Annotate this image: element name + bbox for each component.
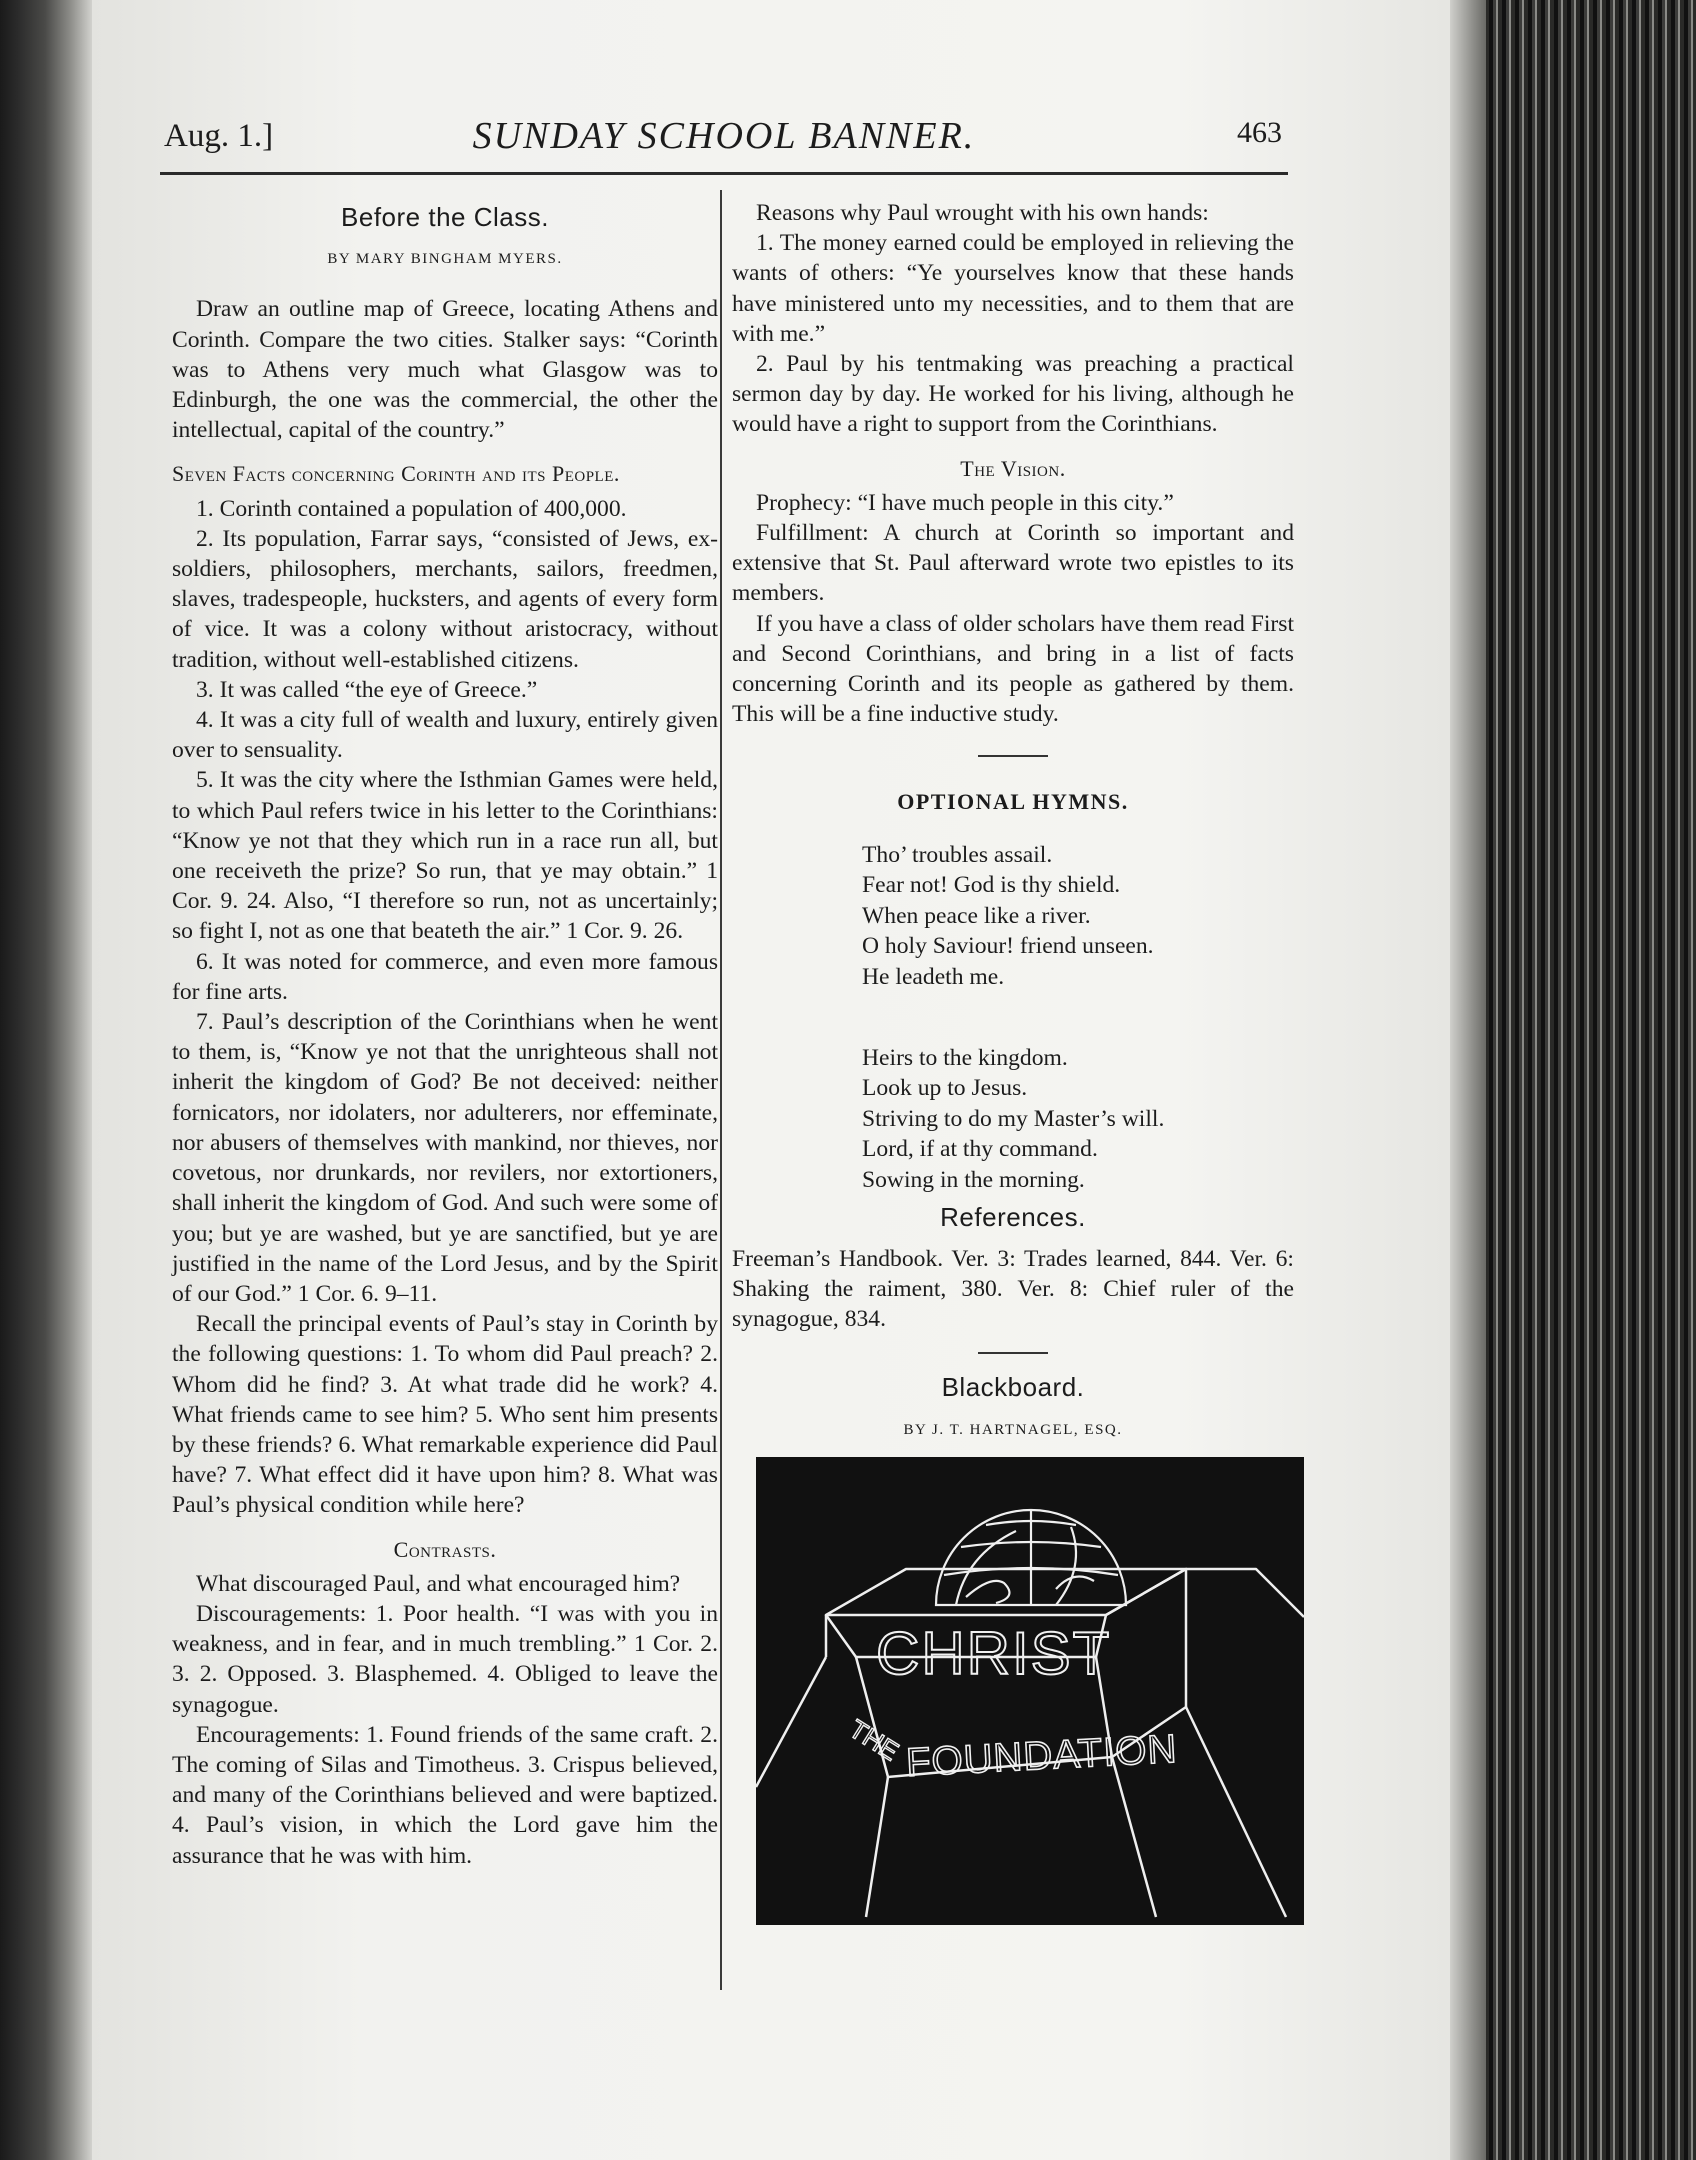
hymn-list-group-2 [862, 1043, 1294, 1196]
book-page-edges [1450, 0, 1696, 2160]
references-title: References. [940, 1201, 1086, 1232]
vision-heading: The Vision. [960, 455, 1066, 481]
blackboard-word-the: THE [844, 1713, 905, 1767]
optional-hymns-title: OPTIONAL HYMNS. [897, 789, 1129, 815]
hymn-list-group-1 [862, 840, 1294, 993]
hymn-item: Fear not! God is thy shield. [862, 872, 1121, 899]
hymn-item: Look up to Jesus. [862, 1075, 1028, 1102]
hymn-item: He leadeth me. [862, 964, 1005, 991]
blackboard-byline: BY J. T. HARTNAGEL, ESQ. [903, 1421, 1123, 1438]
references-text: Freeman’s Handbook. Ver. 3: Trades learned, 844. Ver. 6: Shaking the raiment, 380. Ver. 8: Chief ruler of the synagogue, 834. [732, 1245, 1294, 1333]
journal-title: SUNDAY SCHOOL BANNER. [472, 115, 976, 157]
reasons-intro: Reasons why Paul wrought with his own hands: [756, 200, 1209, 226]
section-title-before-the-class: Before the Class. [341, 202, 549, 232]
reason-item: 2. Paul by his tentmaking was preaching a practical sermon day by day. He worked for his living, although he would have a right to support from the Corinthians. [732, 351, 1294, 438]
blackboard-word-christ: CHRIST [876, 1619, 1112, 1687]
contrasts-question: What discouraged Paul, and what encouraged him? [196, 1570, 681, 1597]
globe-icon [936, 1510, 1126, 1605]
column-rule [720, 190, 722, 1990]
fact-item: 3. It was called “the eye of Greece.” [196, 676, 538, 703]
recall-questions: Recall the principal events of Paul’s stay in Corinth by the following questions: 1. To whom did Paul preach? 2. Whom did he find? 3. At what trade did he work? 4. What friends came to see him? 5. Who sent him presents by these friends? 6. What remarkable experience did Paul have? 7. What effect did it have upon him? 8. What was Paul’s physical condition while here? [172, 1311, 718, 1519]
reason-item: 1. The money earned could be employed in relieving the wants of others: “Ye yourselves know that these hands have ministered unto my necessities, and to them that are with me.” [732, 230, 1294, 347]
hymn-item: Tho’ troubles assail. [862, 841, 1053, 868]
hymn-item: Sowing in the morning. [862, 1167, 1085, 1193]
prophecy-paragraph: Prophecy: “I have much people in this city.” [756, 489, 1174, 516]
blackboard-drawing [756, 1457, 1304, 1925]
facts-heading: Seven Facts concerning Corinth and its People. [172, 461, 620, 487]
hymn-item: Striving to do my Master’s will. [862, 1105, 1165, 1132]
intro-paragraph: Draw an outline map of Greece, locating Athens and Corinth. Compare the two cities. Stalker says: “Corinth was to Athens very much what Glasgow was to Edinburgh, the one was the commercial, the other the intellectual, capital of the country.” [172, 296, 718, 444]
blackboard-illustration [756, 1457, 1304, 1925]
left-column [172, 198, 718, 1871]
byline-author: BY MARY BINGHAM MYERS. [327, 251, 563, 268]
blackboard-word-foundation: FOUNDATION [905, 1726, 1179, 1785]
header-date: Aug. 1.] [164, 118, 274, 154]
hymn-item: O holy Saviour! friend unseen. [862, 933, 1154, 960]
fact-item: 4. It was a city full of wealth and luxury, entirely given over to sensuality. [172, 707, 718, 764]
contrasts-heading: Contrasts. [393, 1536, 497, 1562]
running-header [160, 110, 1288, 175]
fact-item: 7. Paul’s description of the Corinthians when he went to them, is, “Know ye not that the unrighteous shall not inherit the kingdom of God? Be not deceived: neither fornicators, nor idolaters, nor adulterers, nor effeminate, nor abusers of themselves with mankind, nor thieves, nor covetous, nor drunkards, nor revilers, nor extortioners, shall inherit the kingdom of God. And such were some of you; but ye are washed, but ye are sanctified, but ye are justified in the name of the Lord Jesus, and by the Spirit of our God.” 1 Cor. 6. 9–11. [172, 1009, 718, 1307]
fact-item: 5. It was the city where the Isthmian Games were held, to which Paul refers twice in his letter to the Corinthians: “Know ye not that they which run in a race run all, but one receiveth the prize? So run, that ye may obtain.” 1 Cor. 9. 24. Also, “I therefore so run, not as uncertainly; so fight I, not as one that beateth the air.” 1 Cor. 9. 26. [172, 767, 718, 945]
pedestal-top [826, 1569, 1186, 1615]
blackboard-title: Blackboard. [941, 1372, 1085, 1403]
hymn-item: When peace like a river. [862, 902, 1091, 929]
encouragements-paragraph: Encouragements: 1. Found friends of the same craft. 2. The coming of Silas and Timotheus. 3. Crispus believed, and many of the Corinthians believed and were baptized. 4. Paul’s vision, in which the Lord gave him the assurance that he was with him. [172, 1721, 718, 1869]
perspective-line-center [1112, 1757, 1156, 1917]
right-column [732, 198, 1294, 1925]
scan-edge-left [0, 0, 92, 2160]
fact-item: 6. It was noted for commerce, and even more famous for fine arts. [172, 948, 718, 1005]
discouragements-paragraph: Discouragements: 1. Poor health. “I was with you in weakness, and in fear, and in much trembling.” 1 Cor. 2. 3. 2. Opposed. 3. Blasphemed. 4. Obliged to leave the synagogue. [172, 1600, 718, 1718]
hymn-item: Lord, if at thy command. [862, 1136, 1098, 1163]
page-number: 463 [1237, 116, 1282, 149]
fulfillment-paragraph: Fulfillment: A church at Corinth so important and extensive that St. Paul afterward wrote two epistles to its members. [732, 520, 1294, 607]
fact-item: 2. Its population, Farrar says, “consisted of Jews, ex-soldiers, philosophers, merchants, sailors, freedmen, slaves, tradespeople, hucksters, and agents of every form of vice. It was a colony without aristocracy, without tradition, without well-established citizens. [172, 525, 718, 673]
fact-item: 1. Corinth contained a population of 400,000. [196, 495, 627, 522]
hymn-item: Heirs to the kingdom. [862, 1044, 1068, 1071]
perspective-line-left [866, 1777, 888, 1917]
perspective-line-right [1186, 1707, 1286, 1917]
older-scholars-paragraph: If you have a class of older scholars have them read First and Second Corinthians, and bring in a list of facts concerning Corinth and its people as gathered by them. This will be a fine inductive study. [732, 610, 1294, 728]
